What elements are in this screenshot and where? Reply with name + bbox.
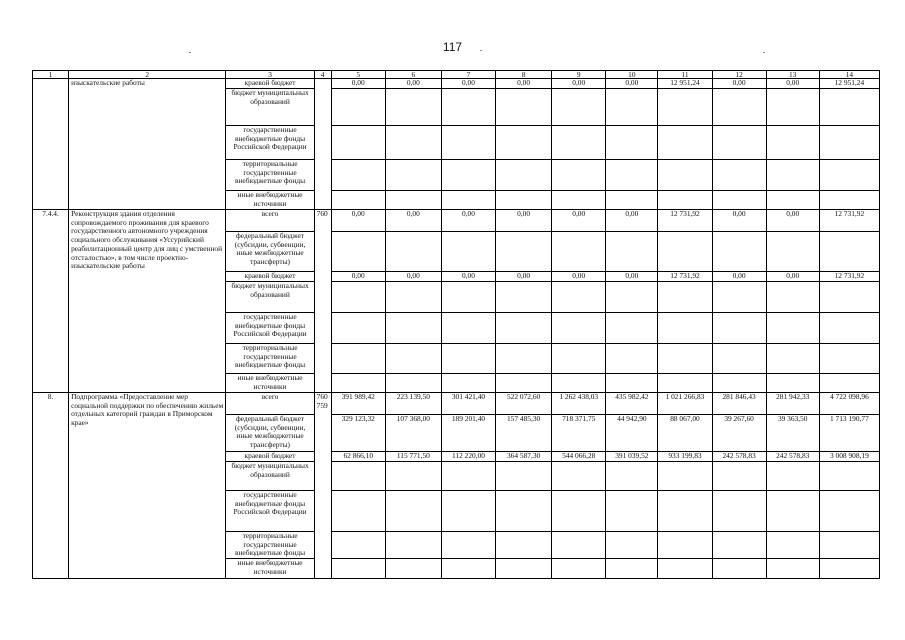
value-cell bbox=[712, 126, 766, 160]
scan-dot bbox=[763, 52, 765, 53]
value-cell: 0,00 bbox=[385, 210, 441, 232]
value-cell bbox=[385, 89, 441, 126]
value-cell: 115 771,50 bbox=[385, 452, 441, 462]
value-cell bbox=[385, 491, 441, 532]
value-cell bbox=[552, 89, 606, 126]
value-cell bbox=[606, 491, 658, 532]
ministry-code bbox=[314, 79, 331, 210]
funding-source: бюджет муниципальных образований bbox=[226, 282, 314, 313]
value-cell: 12 951,24 bbox=[658, 79, 712, 89]
header-cell: 11 bbox=[658, 71, 712, 79]
value-cell bbox=[385, 126, 441, 160]
value-cell bbox=[552, 313, 606, 344]
value-cell bbox=[441, 191, 495, 210]
value-cell: 39 363,50 bbox=[766, 415, 819, 452]
value-cell: 1 262 438,03 bbox=[552, 393, 606, 415]
value-cell: 12 731,92 bbox=[819, 210, 879, 232]
value-cell bbox=[385, 374, 441, 393]
value-cell: 522 072,60 bbox=[496, 393, 552, 415]
value-cell: 281 942,33 bbox=[766, 393, 819, 415]
value-cell: 0,00 bbox=[331, 272, 385, 282]
value-cell bbox=[606, 344, 658, 374]
value-cell: 544 066,28 bbox=[552, 452, 606, 462]
funding-source: территориальные государственные внебюджетные фонды bbox=[226, 160, 314, 191]
value-cell: 1 713 190,77 bbox=[819, 415, 879, 452]
value-cell bbox=[385, 160, 441, 191]
value-cell: 4 722 098,96 bbox=[819, 393, 879, 415]
value-cell: 0,00 bbox=[441, 272, 495, 282]
value-cell: 0,00 bbox=[496, 210, 552, 232]
value-cell bbox=[385, 462, 441, 491]
header-cell: 8 bbox=[496, 71, 552, 79]
value-cell: 0,00 bbox=[496, 79, 552, 89]
value-cell: 0,00 bbox=[606, 79, 658, 89]
value-cell: 281 846,43 bbox=[712, 393, 766, 415]
funding-source: бюджет муниципальных образований bbox=[226, 89, 314, 126]
value-cell bbox=[496, 232, 552, 272]
value-cell bbox=[819, 374, 879, 393]
value-cell: 157 485,30 bbox=[496, 415, 552, 452]
table-row bbox=[33, 393, 880, 415]
value-cell: 391 989,42 bbox=[331, 393, 385, 415]
value-cell bbox=[819, 89, 879, 126]
value-cell: 39 267,60 bbox=[712, 415, 766, 452]
value-cell: 3 008 908,19 bbox=[819, 452, 879, 462]
value-cell bbox=[552, 532, 606, 559]
value-cell bbox=[766, 344, 819, 374]
value-cell bbox=[658, 282, 712, 313]
value-cell bbox=[658, 160, 712, 191]
value-cell bbox=[606, 191, 658, 210]
table-row bbox=[33, 79, 880, 89]
value-cell bbox=[331, 462, 385, 491]
value-cell: 718 371,75 bbox=[552, 415, 606, 452]
funding-source: краевой бюджет bbox=[226, 272, 314, 282]
value-cell bbox=[441, 89, 495, 126]
header-cell: 12 bbox=[712, 71, 766, 79]
value-cell bbox=[496, 89, 552, 126]
value-cell: 0,00 bbox=[712, 272, 766, 282]
funding-source: всего bbox=[226, 210, 314, 232]
header-cell: 10 bbox=[606, 71, 658, 79]
value-cell bbox=[552, 191, 606, 210]
value-cell bbox=[712, 160, 766, 191]
header-cell: 6 bbox=[385, 71, 441, 79]
value-cell bbox=[385, 282, 441, 313]
value-cell bbox=[385, 344, 441, 374]
value-cell bbox=[606, 282, 658, 313]
value-cell bbox=[606, 532, 658, 559]
value-cell bbox=[766, 491, 819, 532]
value-cell bbox=[819, 344, 879, 374]
value-cell bbox=[819, 126, 879, 160]
header-cell: 1 bbox=[33, 71, 69, 79]
value-cell: 12 951,24 bbox=[819, 79, 879, 89]
value-cell bbox=[331, 282, 385, 313]
value-cell bbox=[819, 160, 879, 191]
value-cell bbox=[819, 282, 879, 313]
value-cell: 301 421,40 bbox=[441, 393, 495, 415]
value-cell bbox=[441, 232, 495, 272]
value-cell bbox=[441, 491, 495, 532]
item-number: 7.4.4. bbox=[33, 210, 69, 393]
value-cell bbox=[658, 491, 712, 532]
value-cell bbox=[766, 89, 819, 126]
value-cell: 0,00 bbox=[606, 272, 658, 282]
item-name: Реконструкция здания отделения сопровождаемого проживания для краевого государственного автономного учреждения социального обслуживания «Уссурийский реабилитационный центр для лиц с умственной отсталостью», в том числе проектно-изыскательские работы bbox=[69, 210, 226, 393]
value-cell bbox=[385, 532, 441, 559]
value-cell bbox=[819, 191, 879, 210]
value-cell bbox=[441, 282, 495, 313]
value-cell bbox=[712, 313, 766, 344]
value-cell bbox=[496, 462, 552, 491]
value-cell: 242 578,83 bbox=[766, 452, 819, 462]
value-cell bbox=[658, 313, 712, 344]
value-cell: 0,00 bbox=[331, 79, 385, 89]
value-cell: 242 578,83 bbox=[712, 452, 766, 462]
value-cell: 0,00 bbox=[606, 210, 658, 232]
scan-dot bbox=[480, 50, 482, 51]
value-cell: 62 866,10 bbox=[331, 452, 385, 462]
value-cell bbox=[331, 491, 385, 532]
value-cell: 112 220,00 bbox=[441, 452, 495, 462]
value-cell bbox=[331, 344, 385, 374]
header-cell: 4 bbox=[314, 71, 331, 79]
value-cell bbox=[606, 160, 658, 191]
value-cell: 364 587,30 bbox=[496, 452, 552, 462]
value-cell: 0,00 bbox=[766, 210, 819, 232]
value-cell bbox=[766, 282, 819, 313]
value-cell bbox=[552, 491, 606, 532]
value-cell: 0,00 bbox=[441, 79, 495, 89]
value-cell bbox=[819, 313, 879, 344]
value-cell bbox=[658, 126, 712, 160]
value-cell bbox=[331, 191, 385, 210]
value-cell bbox=[658, 191, 712, 210]
value-cell bbox=[766, 232, 819, 272]
value-cell bbox=[606, 232, 658, 272]
funding-source: федеральный бюджет (субсидии, субвенции, иные межбюджетные трансферты) bbox=[226, 415, 314, 452]
value-cell: 0,00 bbox=[766, 272, 819, 282]
value-cell: 88 067,00 bbox=[658, 415, 712, 452]
value-cell bbox=[606, 313, 658, 344]
item-name: Подпрограмма «Предоставление мер социальной поддержки по обеспечению жильем отдельных категорий граждан в Приморском крае» bbox=[69, 393, 226, 579]
value-cell bbox=[552, 282, 606, 313]
value-cell: 12 731,92 bbox=[658, 210, 712, 232]
value-cell: 12 731,92 bbox=[658, 272, 712, 282]
funding-source: иные внебюджетные источники bbox=[226, 191, 314, 210]
value-cell bbox=[441, 462, 495, 491]
header-cell: 3 bbox=[226, 71, 314, 79]
value-cell bbox=[712, 374, 766, 393]
value-cell bbox=[766, 126, 819, 160]
value-cell: 0,00 bbox=[331, 210, 385, 232]
value-cell bbox=[552, 126, 606, 160]
value-cell: 12 731,92 bbox=[819, 272, 879, 282]
value-cell bbox=[496, 559, 552, 579]
funding-source: краевой бюджет bbox=[226, 452, 314, 462]
value-cell bbox=[331, 126, 385, 160]
value-cell bbox=[496, 374, 552, 393]
budget-table bbox=[32, 70, 880, 579]
value-cell: 0,00 bbox=[712, 79, 766, 89]
value-cell bbox=[658, 344, 712, 374]
value-cell bbox=[766, 313, 819, 344]
item-number: 8. bbox=[33, 393, 69, 579]
funding-source: иные внебюджетные источники bbox=[226, 559, 314, 579]
value-cell bbox=[606, 126, 658, 160]
scan-dot bbox=[189, 52, 191, 53]
value-cell bbox=[331, 89, 385, 126]
value-cell: 0,00 bbox=[552, 272, 606, 282]
value-cell bbox=[606, 89, 658, 126]
header-cell: 7 bbox=[441, 71, 495, 79]
value-cell bbox=[331, 374, 385, 393]
value-cell: 189 201,40 bbox=[441, 415, 495, 452]
value-cell: 933 199,83 bbox=[658, 452, 712, 462]
value-cell bbox=[552, 160, 606, 191]
funding-source: федеральный бюджет (субсидии, субвенции, иные межбюджетные трансферты) bbox=[226, 232, 314, 272]
header-cell: 2 bbox=[69, 71, 226, 79]
value-cell bbox=[766, 191, 819, 210]
value-cell: 0,00 bbox=[552, 79, 606, 89]
value-cell bbox=[712, 491, 766, 532]
value-cell: 0,00 bbox=[385, 79, 441, 89]
value-cell: 0,00 bbox=[712, 210, 766, 232]
value-cell bbox=[766, 374, 819, 393]
header-row bbox=[33, 71, 880, 79]
value-cell: 0,00 bbox=[385, 272, 441, 282]
value-cell bbox=[712, 89, 766, 126]
page-number: 117 bbox=[442, 40, 463, 54]
header-cell: 9 bbox=[552, 71, 606, 79]
funding-source: краевой бюджет bbox=[226, 79, 314, 89]
value-cell bbox=[441, 313, 495, 344]
value-cell bbox=[712, 532, 766, 559]
value-cell bbox=[712, 559, 766, 579]
value-cell: 435 982,42 bbox=[606, 393, 658, 415]
value-cell bbox=[496, 282, 552, 313]
value-cell bbox=[819, 462, 879, 491]
value-cell bbox=[496, 313, 552, 344]
value-cell: 0,00 bbox=[552, 210, 606, 232]
value-cell bbox=[441, 344, 495, 374]
ministry-code: 760 759 bbox=[314, 393, 331, 579]
value-cell bbox=[331, 532, 385, 559]
value-cell bbox=[441, 126, 495, 160]
value-cell bbox=[766, 160, 819, 191]
value-cell: 223 139,50 bbox=[385, 393, 441, 415]
value-cell bbox=[441, 160, 495, 191]
funding-source: территориальные государственные внебюджетные фонды bbox=[226, 344, 314, 374]
value-cell bbox=[766, 532, 819, 559]
value-cell: 329 123,32 bbox=[331, 415, 385, 452]
funding-source: всего bbox=[226, 393, 314, 415]
value-cell bbox=[819, 491, 879, 532]
value-cell bbox=[712, 344, 766, 374]
table-row bbox=[33, 210, 880, 232]
value-cell bbox=[385, 191, 441, 210]
value-cell bbox=[606, 374, 658, 393]
value-cell bbox=[552, 232, 606, 272]
value-cell bbox=[552, 374, 606, 393]
header-cell: 14 bbox=[819, 71, 879, 79]
value-cell bbox=[441, 532, 495, 559]
value-cell bbox=[819, 559, 879, 579]
value-cell bbox=[658, 89, 712, 126]
value-cell bbox=[496, 191, 552, 210]
value-cell bbox=[496, 160, 552, 191]
funding-source: бюджет муниципальных образований bbox=[226, 462, 314, 491]
value-cell bbox=[385, 559, 441, 579]
value-cell bbox=[552, 344, 606, 374]
value-cell bbox=[331, 313, 385, 344]
funding-source: территориальные государственные внебюджетные фонды bbox=[226, 532, 314, 559]
value-cell bbox=[819, 532, 879, 559]
item-name: изыскательские работы bbox=[69, 79, 226, 210]
value-cell: 0,00 bbox=[496, 272, 552, 282]
value-cell bbox=[496, 491, 552, 532]
funding-source: государственные внебюджетные фонды Российской Федерации bbox=[226, 313, 314, 344]
ministry-code: 760 bbox=[314, 210, 331, 393]
value-cell bbox=[385, 232, 441, 272]
value-cell bbox=[331, 232, 385, 272]
value-cell bbox=[658, 532, 712, 559]
value-cell bbox=[441, 559, 495, 579]
value-cell bbox=[819, 232, 879, 272]
value-cell bbox=[552, 559, 606, 579]
value-cell bbox=[385, 313, 441, 344]
value-cell bbox=[331, 160, 385, 191]
value-cell: 44 942,90 bbox=[606, 415, 658, 452]
funding-source: иные внебюджетные источники bbox=[226, 374, 314, 393]
funding-source: государственные внебюджетные фонды Российской Федерации bbox=[226, 491, 314, 532]
value-cell: 0,00 bbox=[766, 79, 819, 89]
value-cell bbox=[658, 232, 712, 272]
value-cell bbox=[658, 374, 712, 393]
value-cell bbox=[658, 559, 712, 579]
value-cell: 391 039,52 bbox=[606, 452, 658, 462]
value-cell: 1 021 266,83 bbox=[658, 393, 712, 415]
header-cell: 13 bbox=[766, 71, 819, 79]
value-cell bbox=[712, 232, 766, 272]
value-cell: 0,00 bbox=[441, 210, 495, 232]
value-cell bbox=[712, 191, 766, 210]
value-cell bbox=[552, 462, 606, 491]
value-cell bbox=[496, 532, 552, 559]
header-cell: 5 bbox=[331, 71, 385, 79]
value-cell bbox=[712, 462, 766, 491]
value-cell: 107 368,00 bbox=[385, 415, 441, 452]
value-cell bbox=[606, 462, 658, 491]
item-number bbox=[33, 79, 69, 210]
value-cell bbox=[331, 559, 385, 579]
value-cell bbox=[658, 462, 712, 491]
value-cell bbox=[441, 374, 495, 393]
value-cell bbox=[712, 282, 766, 313]
funding-source: государственные внебюджетные фонды Российской Федерации bbox=[226, 126, 314, 160]
value-cell bbox=[496, 344, 552, 374]
value-cell bbox=[496, 126, 552, 160]
value-cell bbox=[766, 462, 819, 491]
value-cell bbox=[606, 559, 658, 579]
value-cell bbox=[766, 559, 819, 579]
